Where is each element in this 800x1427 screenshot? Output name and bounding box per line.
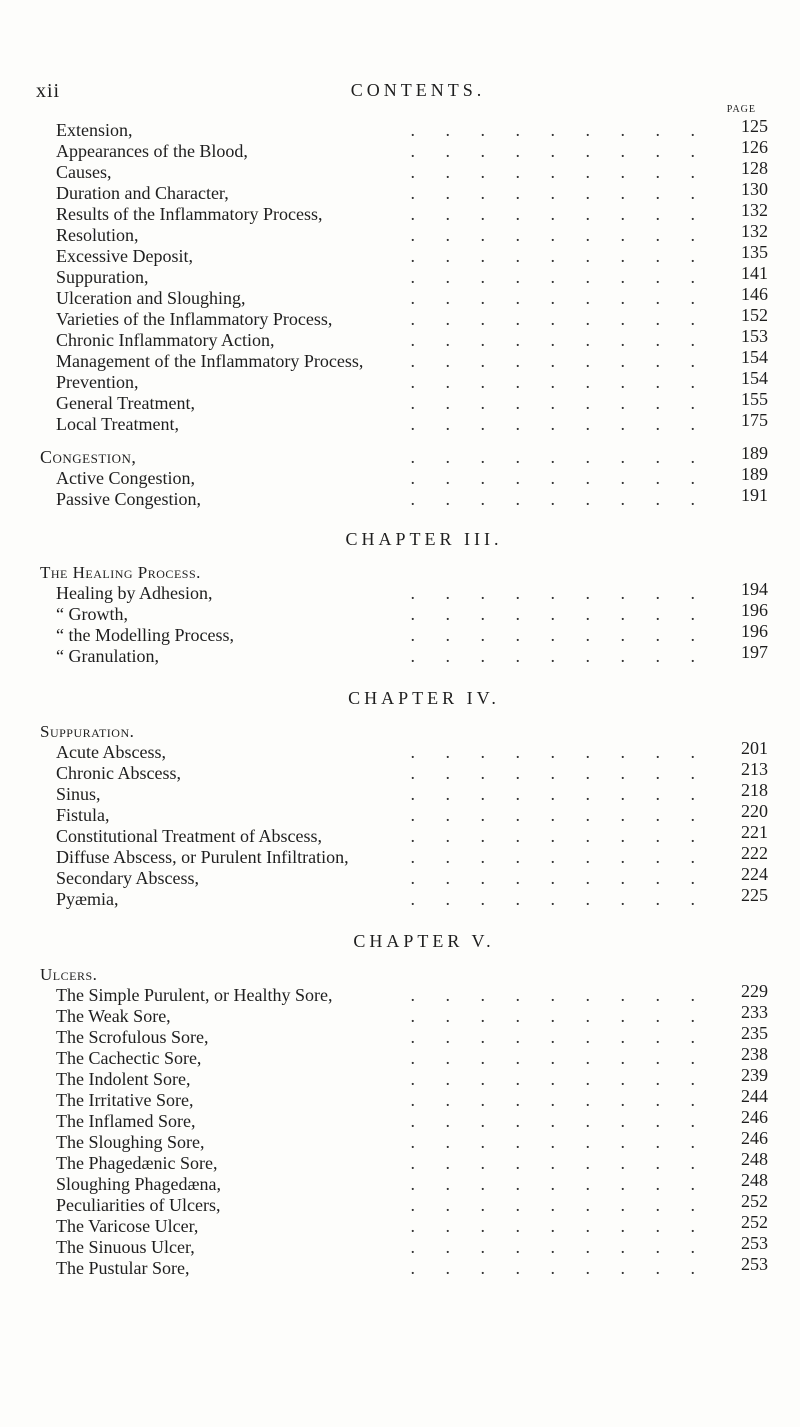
- leader-dots: . . . . . . . . .: [410, 1258, 708, 1278]
- congestion-entries: [40, 464, 768, 510]
- leader-dots: . . . . . . . . .: [410, 1090, 708, 1110]
- toc-page: 221: [741, 822, 768, 842]
- toc-label: The Simple Purulent, or Healthy Sore,: [56, 985, 333, 1005]
- chapter-4-entries: [40, 738, 768, 910]
- leader-dots: . . . . . . . . .: [410, 267, 708, 287]
- toc-page: 220: [741, 801, 768, 821]
- leader-dots: . . . . . . . . .: [410, 847, 708, 867]
- leader-dots: . . . . . . . . .: [410, 985, 708, 1005]
- toc-page: 246: [741, 1107, 768, 1127]
- toc-entry: [40, 621, 768, 646]
- leader-dots: . . . . . . . . .: [410, 763, 708, 783]
- toc-entry: [40, 1149, 768, 1174]
- toc-page: 238: [741, 1044, 768, 1064]
- toc-label: The Weak Sore,: [56, 1006, 171, 1026]
- leader-dots: . . . . . . . . .: [410, 1132, 708, 1152]
- toc-label: The Inflamed Sore,: [56, 1111, 196, 1131]
- toc-entry: [40, 1128, 768, 1153]
- toc-page: 154: [741, 368, 768, 388]
- toc-label: Passive Congestion,: [56, 489, 202, 509]
- toc-entry: [40, 801, 768, 826]
- toc-page: 201: [741, 738, 768, 758]
- toc-page: 128: [741, 158, 768, 178]
- toc-label: Varieties of the Inflammatory Process,: [56, 309, 333, 329]
- toc-entry: [40, 885, 768, 910]
- toc-entry: [40, 137, 768, 162]
- toc-entry: [40, 822, 768, 847]
- toc-label: Management of the Inflammatory Process,: [56, 351, 364, 371]
- toc-label: The Phagedænic Sore,: [56, 1153, 218, 1173]
- toc-label: The Pustular Sore,: [56, 1258, 190, 1278]
- toc-page: 225: [741, 885, 768, 905]
- leader-dots: . . . . . . . . .: [410, 868, 708, 888]
- toc-label: Congestion,: [40, 447, 137, 467]
- toc-page: 252: [741, 1191, 768, 1211]
- leader-dots: . . . . . . . . .: [410, 372, 708, 392]
- leader-dots: . . . . . . . . .: [410, 1111, 708, 1131]
- toc-page: 224: [741, 864, 768, 884]
- toc-entry: [40, 179, 768, 204]
- toc-page: 154: [741, 347, 768, 367]
- chapter-3-title: CHAPTER III.: [345, 529, 503, 549]
- toc-page: 125: [741, 116, 768, 136]
- page-column-label: PAGE: [726, 104, 756, 115]
- toc-page: 146: [741, 284, 768, 304]
- toc-page: 141: [741, 263, 768, 283]
- toc-entry: [40, 368, 768, 393]
- leader-dots: . . . . . . . . .: [410, 1027, 708, 1047]
- leader-dots: . . . . . . . . .: [410, 1069, 708, 1089]
- toc-page: 135: [741, 242, 768, 262]
- toc-entry: [40, 642, 768, 667]
- chapter-3-entries: [40, 579, 768, 667]
- toc-entry: [40, 116, 768, 141]
- toc-label: Chronic Abscess,: [56, 763, 181, 783]
- leader-dots: . . . . . . . . .: [410, 625, 708, 645]
- toc-entry: [40, 1107, 768, 1132]
- running-title: CONTENTS.: [350, 80, 486, 100]
- toc-label: Pyæmia,: [56, 889, 119, 909]
- toc-page: 222: [741, 843, 768, 863]
- leader-dots: . . . . . . . . .: [410, 784, 708, 804]
- leader-dots: . . . . . . . . .: [410, 351, 708, 371]
- toc-page: 132: [741, 221, 768, 241]
- toc-entry: [40, 485, 768, 510]
- toc-label: Duration and Character,: [56, 183, 229, 203]
- toc-entry: [40, 305, 768, 330]
- chapter-5-heading: Ulcers.: [40, 965, 98, 984]
- toc-page: 189: [741, 464, 768, 484]
- leader-dots: . . . . . . . . .: [410, 246, 708, 266]
- leader-dots: . . . . . . . . .: [410, 489, 708, 509]
- leader-dots: . . . . . . . . .: [410, 1216, 708, 1236]
- toc-page: 153: [741, 326, 768, 346]
- leader-dots: . . . . . . . . .: [410, 183, 708, 203]
- toc-page: 132: [741, 200, 768, 220]
- toc-label: Appearances of the Blood,: [56, 141, 248, 161]
- leader-dots: . . . . . . . . .: [410, 1153, 708, 1173]
- toc-page: 130: [741, 179, 768, 199]
- leader-dots: . . . . . . . . .: [410, 225, 708, 245]
- page-number: xii: [36, 80, 61, 102]
- toc-page: 196: [741, 600, 768, 620]
- toc-label: The Cachectic Sore,: [56, 1048, 202, 1068]
- toc-entry: [40, 1191, 768, 1216]
- toc-entry: [40, 242, 768, 267]
- toc-page: 235: [741, 1023, 768, 1043]
- leader-dots: . . . . . . . . .: [410, 646, 708, 666]
- leader-dots: . . . . . . . . .: [410, 889, 708, 909]
- toc-page: 191: [741, 485, 768, 505]
- toc-entry: [40, 759, 768, 784]
- toc-page: 175: [741, 410, 768, 430]
- leader-dots: . . . . . . . . .: [410, 604, 708, 624]
- toc-label: The Sloughing Sore,: [56, 1132, 205, 1152]
- leader-dots: . . . . . . . . .: [410, 1195, 708, 1215]
- toc-label: The Varicose Ulcer,: [56, 1216, 199, 1236]
- toc-page: 213: [741, 759, 768, 779]
- toc-entry: [40, 263, 768, 288]
- leader-dots: . . . . . . . . .: [410, 1006, 708, 1026]
- toc-page: 126: [741, 137, 768, 157]
- leader-dots: . . . . . . . . .: [410, 805, 708, 825]
- leader-dots: . . . . . . . . .: [410, 742, 708, 762]
- toc-entry: [40, 1254, 768, 1279]
- chapter-5-title: CHAPTER V.: [353, 931, 495, 951]
- toc-label: Chronic Inflammatory Action,: [56, 330, 275, 350]
- leader-dots: . . . . . . . . .: [410, 1237, 708, 1257]
- chapter-5-entries: [40, 981, 768, 1279]
- toc-label: Acute Abscess,: [56, 742, 166, 762]
- toc-entry: [40, 1233, 768, 1258]
- toc-page: 248: [741, 1149, 768, 1169]
- toc-page: 189: [741, 443, 768, 463]
- toc-page: 152: [741, 305, 768, 325]
- chapter-3-heading: The Healing Process.: [40, 563, 201, 582]
- toc-page: 244: [741, 1086, 768, 1106]
- toc-page: 196: [741, 621, 768, 641]
- toc-entry: [40, 1212, 768, 1237]
- toc-label: Extension,: [56, 120, 133, 140]
- toc-entry: [40, 347, 768, 372]
- toc-label: Results of the Inflammatory Process,: [56, 204, 323, 224]
- toc-entry: [40, 284, 768, 309]
- toc-label: Causes,: [56, 162, 112, 182]
- toc-label: Healing by Adhesion,: [56, 583, 213, 603]
- leader-dots: . . . . . . . . .: [410, 204, 708, 224]
- toc-label: Ulceration and Sloughing,: [56, 288, 246, 308]
- toc-label: The Indolent Sore,: [56, 1069, 191, 1089]
- toc-entry: [40, 221, 768, 246]
- toc-entry: [40, 158, 768, 183]
- congestion-heading-entry: [40, 443, 768, 468]
- toc-label: Diffuse Abscess, or Purulent Infiltration,: [56, 847, 349, 867]
- inflammation-entries: [40, 116, 768, 435]
- toc-page: 248: [741, 1170, 768, 1190]
- toc-label: Fistula,: [56, 805, 110, 825]
- toc-entry: [40, 738, 768, 763]
- toc-entry: [40, 1086, 768, 1111]
- toc-page: 239: [741, 1065, 768, 1085]
- leader-dots: . . . . . . . . .: [410, 393, 708, 413]
- toc-label: Suppuration,: [56, 267, 149, 287]
- toc-page: 197: [741, 642, 768, 662]
- leader-dots: . . . . . . . . .: [410, 288, 708, 308]
- toc-entry: [40, 864, 768, 889]
- toc-label: The Scrofulous Sore,: [56, 1027, 209, 1047]
- chapter-4-title: CHAPTER IV.: [348, 688, 500, 708]
- toc-entry: [40, 843, 768, 868]
- toc-label: Excessive Deposit,: [56, 246, 193, 266]
- leader-dots: . . . . . . . . .: [410, 447, 708, 467]
- toc-entry: [40, 1065, 768, 1090]
- leader-dots: . . . . . . . . .: [410, 1174, 708, 1194]
- toc-entry: [40, 389, 768, 414]
- toc-entry: [40, 1002, 768, 1027]
- toc-page: 252: [741, 1212, 768, 1232]
- toc-page: 246: [741, 1128, 768, 1148]
- leader-dots: . . . . . . . . .: [410, 468, 708, 488]
- toc-page: 229: [741, 981, 768, 1001]
- leader-dots: . . . . . . . . .: [410, 414, 708, 434]
- toc-label: The Sinuous Ulcer,: [56, 1237, 195, 1257]
- toc-entry: [40, 410, 768, 435]
- toc-entry: [40, 1023, 768, 1048]
- leader-dots: . . . . . . . . .: [410, 1048, 708, 1068]
- toc-label: “ Granulation,: [56, 646, 159, 666]
- toc-page: 218: [741, 780, 768, 800]
- chapter-4-heading: Suppuration.: [40, 722, 135, 741]
- toc-entry: [40, 780, 768, 805]
- toc-entry: [40, 600, 768, 625]
- toc-label: Prevention,: [56, 372, 139, 392]
- toc-label: Secondary Abscess,: [56, 868, 199, 888]
- toc-label: Resolution,: [56, 225, 139, 245]
- toc-page: 253: [741, 1233, 768, 1253]
- toc-label: Constitutional Treatment of Abscess,: [56, 826, 323, 846]
- toc-page: 155: [741, 389, 768, 409]
- leader-dots: . . . . . . . . .: [410, 120, 708, 140]
- leader-dots: . . . . . . . . .: [410, 583, 708, 603]
- toc-entry: [40, 326, 768, 351]
- toc-entry: [40, 200, 768, 225]
- toc-label: “ the Modelling Process,: [56, 625, 234, 645]
- leader-dots: . . . . . . . . .: [410, 141, 708, 161]
- contents-list: [40, 116, 768, 1279]
- toc-label: Local Treatment,: [56, 414, 179, 434]
- leader-dots: . . . . . . . . .: [410, 162, 708, 182]
- toc-label: General Treatment,: [56, 393, 195, 413]
- leader-dots: . . . . . . . . .: [410, 330, 708, 350]
- toc-entry: [40, 1044, 768, 1069]
- leader-dots: . . . . . . . . .: [410, 826, 708, 846]
- toc-entry: [40, 1170, 768, 1195]
- toc-entry: [40, 579, 768, 604]
- toc-label: Sloughing Phagedæna,: [56, 1174, 221, 1194]
- toc-page: 253: [741, 1254, 768, 1274]
- toc-label: The Irritative Sore,: [56, 1090, 194, 1110]
- toc-page: 194: [741, 579, 768, 599]
- toc-page: 233: [741, 1002, 768, 1022]
- toc-label: “ Growth,: [56, 604, 128, 624]
- toc-label: Peculiarities of Ulcers,: [56, 1195, 221, 1215]
- toc-entry: [40, 981, 768, 1006]
- page-header: [28, 80, 768, 110]
- toc-label: Sinus,: [56, 784, 101, 804]
- toc-entry: [40, 464, 768, 489]
- toc-label: Active Congestion,: [56, 468, 195, 488]
- leader-dots: . . . . . . . . .: [410, 309, 708, 329]
